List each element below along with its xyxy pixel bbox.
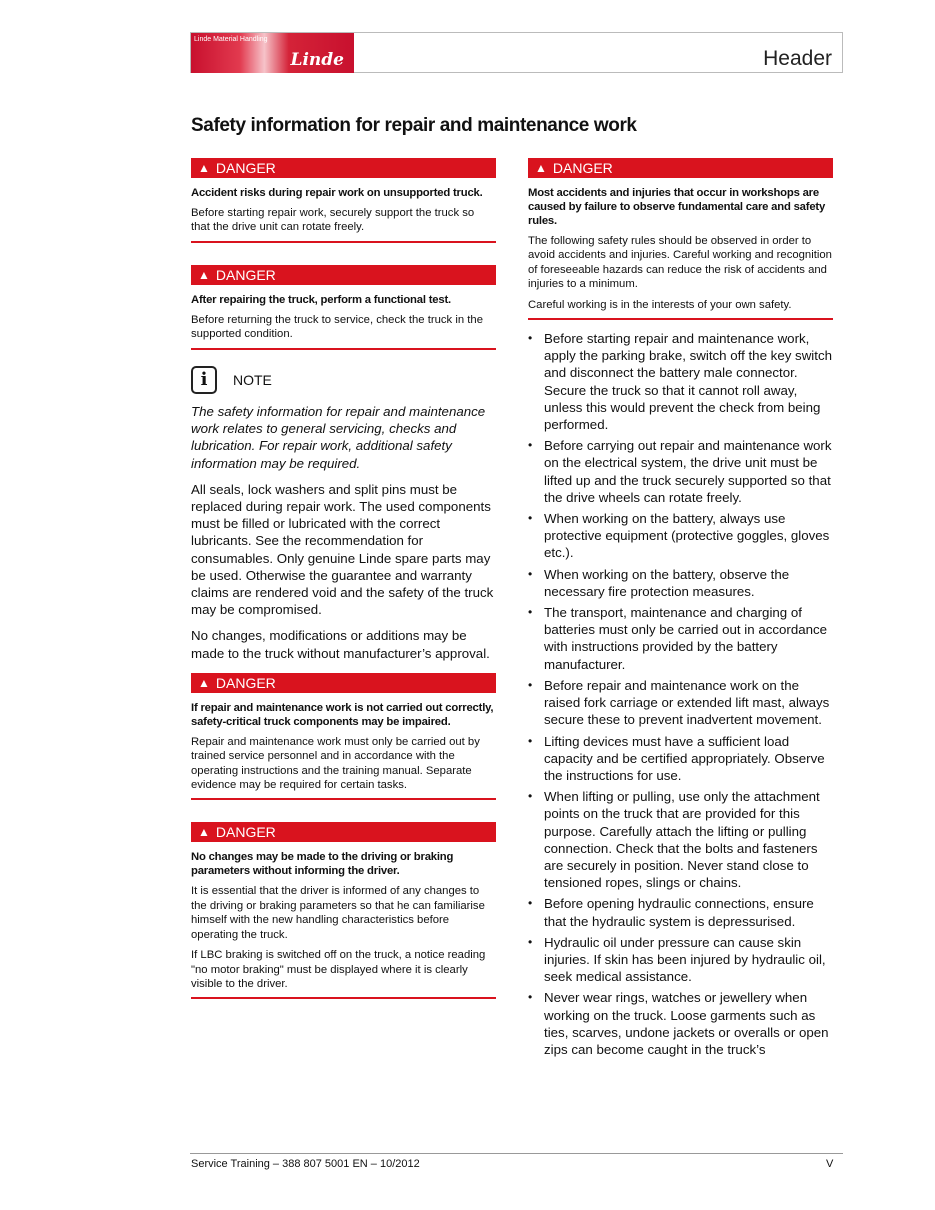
danger-text: Careful working is in the interests of your own safety. bbox=[528, 298, 792, 311]
list-item: • Before starting repair and maintenance work, apply the parking brake, switch off the key switch and disconnect the battery male connector. Secure the truck so that it cannot roll away, unless this would prevent the check from being performed. bbox=[528, 330, 833, 433]
note-label: NOTE bbox=[233, 371, 272, 388]
page-title: Safety information for repair and maintenance work bbox=[191, 115, 637, 136]
header-title: Header bbox=[763, 47, 832, 70]
page-header bbox=[190, 32, 843, 73]
danger-heading: Most accidents and injuries that occur in workshops are caused by failure to observe fundamental care and safety rules. bbox=[528, 187, 826, 227]
danger-block bbox=[191, 822, 496, 999]
danger-rule bbox=[528, 318, 833, 320]
logo-subtitle: Linde Material Handling bbox=[194, 36, 268, 43]
list-item: • When lifting or pulling, use only the attachment points on the truck that are provided for this purpose. Carefully attach the lifting or pulling connection. Check that the bolts and fasteners are securely in position. Never stand close to tensioned ropes, slings or chains. bbox=[528, 788, 833, 891]
warning-icon: ▲ bbox=[198, 825, 210, 840]
footer-divider bbox=[190, 1153, 843, 1154]
danger-label: DANGER bbox=[215, 824, 276, 841]
safety-rules-list bbox=[528, 330, 833, 1058]
body-paragraph: All seals, lock washers and split pins must be replaced during repair work. The used components must be filled or lubricated with the correct lubricants. See the recommendation for consumables. Only genuine Linde spare parts may be used. Otherwise the guarantee and warranty claims are rendered void and the safety of the truck may be compromised. bbox=[191, 481, 494, 618]
danger-bar bbox=[191, 822, 496, 842]
list-item: • Before carrying out repair and maintenance work on the electrical system, the drive unit must be lifted up and the truck securely supported so that the drive wheels can rotate freely. bbox=[528, 437, 833, 506]
danger-text: It is essential that the driver is informed of any changes to the driving or braking parameters so that he can familiarise himself with the new handling characteristics before operating the truck. bbox=[191, 885, 485, 941]
danger-rule bbox=[191, 348, 496, 350]
danger-text: The following safety rules should be observed in order to avoid accidents and injuries. Careful working and recognition of foreseeable hazards can reduce the risk of accidents and injuries to a minimum. bbox=[528, 235, 832, 291]
warning-icon: ▲ bbox=[535, 161, 547, 175]
list-item: • Hydraulic oil under pressure can cause skin injuries. If skin has been injured by hydraulic oil, seek medical assistance. bbox=[528, 934, 833, 986]
danger-text: Before starting repair work, securely support the truck so that the drive unit can rotate freely. bbox=[191, 207, 475, 234]
danger-text: Repair and maintenance work must only be carried out by trained service personnel and in accordance with the operating instructions and the training manual. Separate evidence may be required for certain tasks. bbox=[191, 735, 480, 792]
footer-document-info: Service Training – 388 807 5001 EN – 10/2012 bbox=[191, 1158, 420, 1170]
danger-block bbox=[191, 265, 496, 350]
danger-heading: If repair and maintenance work is not carried out correctly, safety-critical truck components may be impaired. bbox=[191, 701, 494, 728]
info-icon: i bbox=[191, 366, 217, 394]
list-item: • Lifting devices must have a sufficient load capacity and be certified appropriately. Observe the instructions for use. bbox=[528, 733, 833, 785]
danger-text: If LBC braking is switched off on the truck, a notice reading "no motor braking" must be displayed where it is clearly visible to the driver. bbox=[191, 949, 486, 990]
footer-page-number: V bbox=[826, 1158, 834, 1170]
list-item: • Before opening hydraulic connections, ensure that the hydraulic system is depressurised. bbox=[528, 895, 833, 929]
right-column bbox=[528, 158, 833, 1062]
danger-heading: After repairing the truck, perform a functional test. bbox=[191, 293, 451, 306]
list-item: • Never wear rings, watches or jewellery when working on the truck. Loose garments such as ties, scarves, undone jackets or overalls or open zips can become caught in the truck’s bbox=[528, 989, 833, 1058]
list-item: • When working on the battery, observe the necessary fire protection measures. bbox=[528, 566, 833, 600]
logo-brand: Linde bbox=[290, 50, 344, 70]
danger-bar bbox=[191, 673, 496, 693]
danger-heading: Accident risks during repair work on unsupported truck. bbox=[191, 187, 483, 199]
list-item: • Before repair and maintenance work on the raised fork carriage or extended lift mast, always secure these to prevent inadvertent movement. bbox=[528, 677, 833, 729]
danger-bar bbox=[528, 158, 833, 178]
note-text: The safety information for repair and maintenance work relates to general servicing, checks and lubrication. For repair work, additional safety information may be required. bbox=[191, 403, 486, 471]
list-item: • The transport, maintenance and charging of batteries must only be carried out in accordance with instructions provided by the battery manufacturer. bbox=[528, 604, 833, 673]
danger-label: DANGER bbox=[215, 160, 276, 176]
body-paragraph: No changes, modifications or additions may be made to the truck without manufacturer’s approval. bbox=[191, 628, 490, 661]
danger-heading: No changes may be made to the driving or braking parameters without informing the driver. bbox=[191, 851, 454, 878]
note-header bbox=[191, 366, 496, 394]
danger-block bbox=[191, 158, 496, 243]
danger-label: DANGER bbox=[215, 674, 276, 691]
danger-block bbox=[528, 158, 833, 320]
danger-rule bbox=[191, 997, 496, 999]
danger-block bbox=[191, 673, 496, 801]
danger-text: Before returning the truck to service, check the truck in the supported condition. bbox=[191, 313, 483, 341]
danger-bar bbox=[191, 158, 496, 178]
danger-bar bbox=[191, 265, 496, 285]
warning-icon: ▲ bbox=[198, 675, 210, 690]
linde-logo bbox=[191, 33, 354, 73]
danger-label: DANGER bbox=[552, 160, 613, 176]
warning-icon: ▲ bbox=[198, 267, 210, 282]
danger-label: DANGER bbox=[215, 266, 276, 283]
list-item: • When working on the battery, always use protective equipment (protective goggles, gloves etc.). bbox=[528, 510, 833, 562]
warning-icon: ▲ bbox=[198, 161, 210, 175]
left-column bbox=[191, 158, 496, 999]
